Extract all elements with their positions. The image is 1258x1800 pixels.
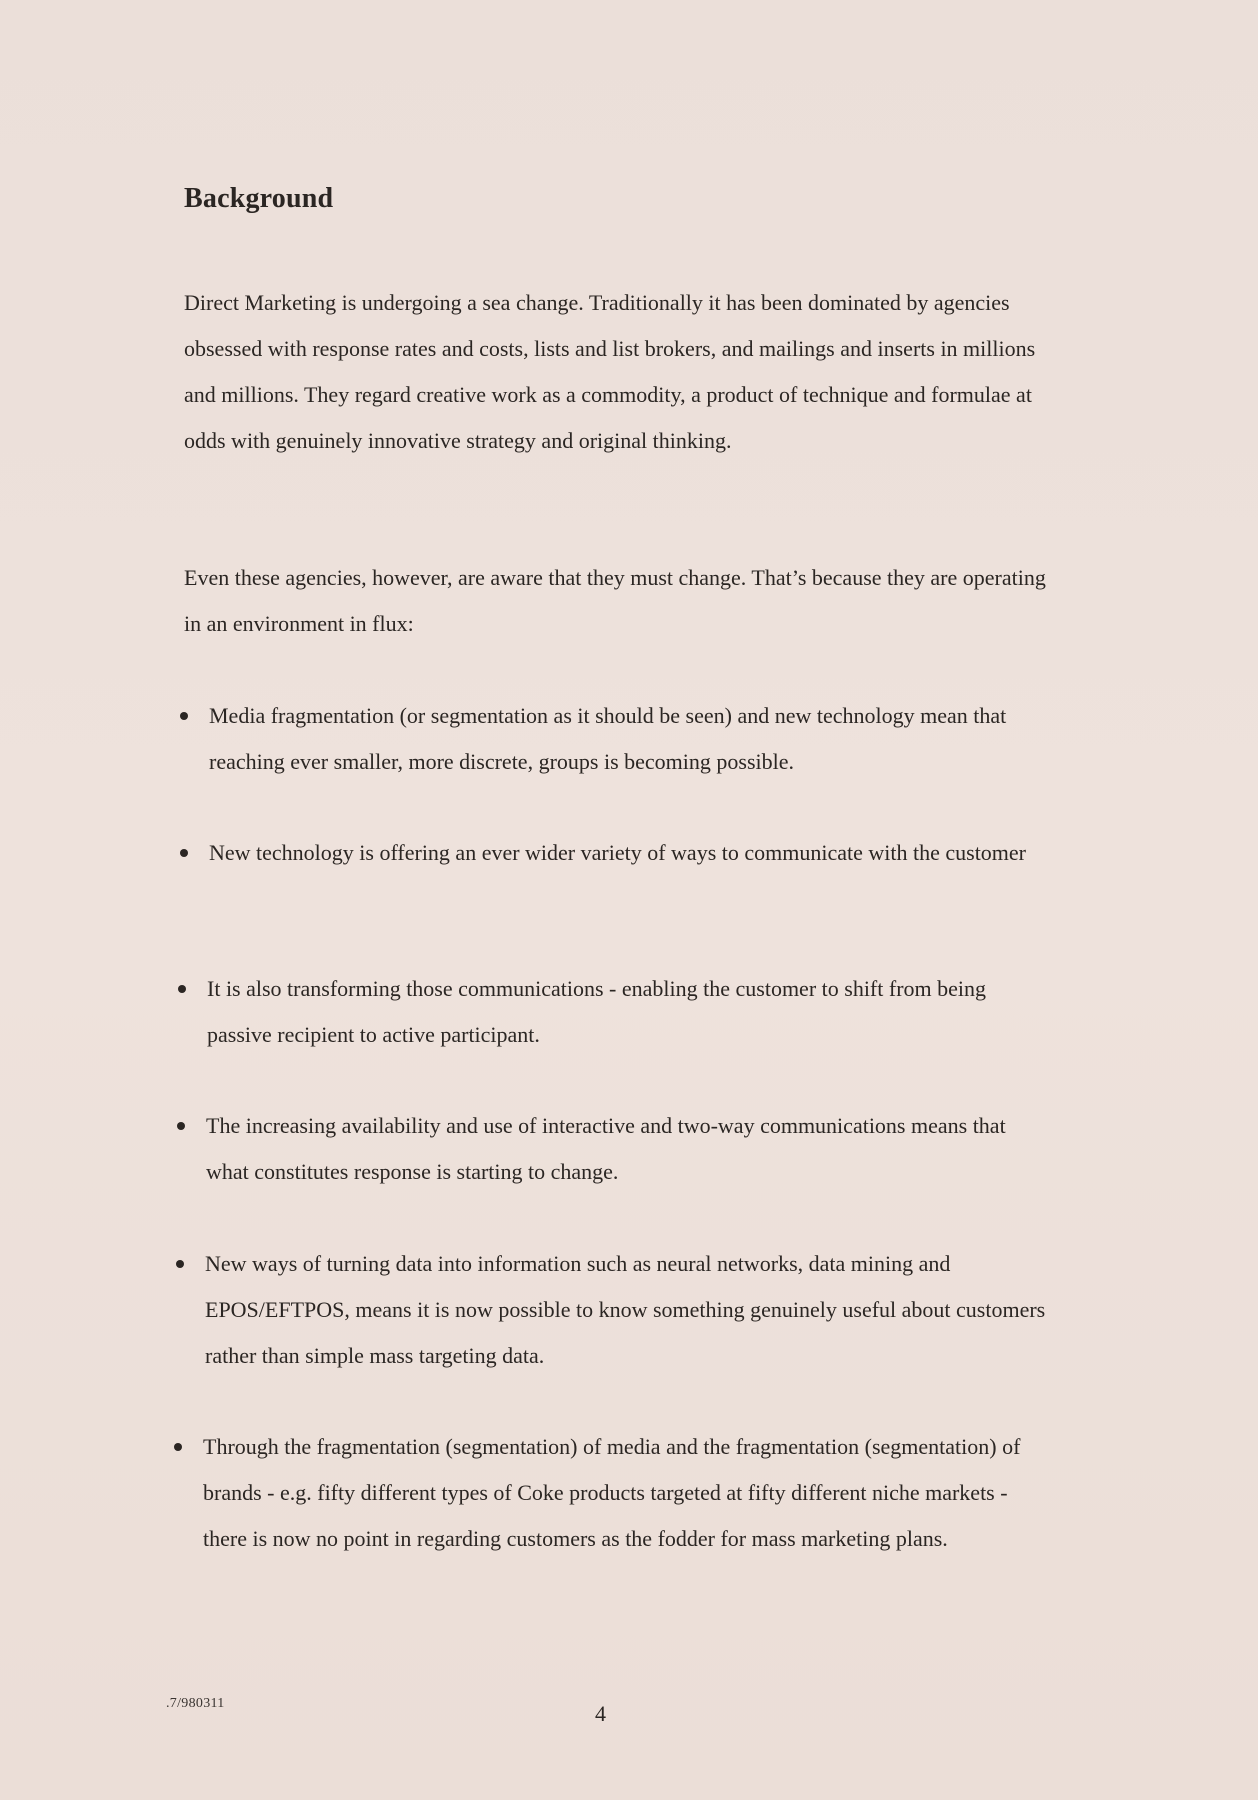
bullet-item [180,830,1050,876]
bullet-item [176,1241,1046,1379]
bullet-text: Through the fragmentation (segmentation) of media and the fragmentation (segmentation) of brands - e.g. fifty different types of Coke products targeted at fifty different niche markets - there is now no point in regarding customers as the fodder for mass marketing plans. [203,1434,1021,1551]
bullet-item [177,1103,1047,1195]
bullet-item [178,966,1048,1058]
section-heading: Background [184,183,334,214]
bullet-dot-icon [178,985,186,993]
bullet-text: It is also transforming those communications - enabling the customer to shift from being passive recipient to active participant. [207,976,987,1047]
page-number: 4 [595,1701,606,1726]
bullet-item [174,1424,1044,1562]
bullet-dot-icon [180,849,188,857]
bullet-dot-icon [177,1122,185,1130]
bullet-text: New technology is offering an ever wider variety of ways to communicate with the customer [209,840,1027,865]
bullet-text: New ways of turning data into information such as neural networks, data mining and EPOS/EFTPOS, means it is now possible to know something genuinely useful about customers rather than simple mass targeting data. [205,1251,1046,1368]
footer-reference: .7/980311 [166,1696,225,1711]
context-paragraph: Even these agencies, however, are aware that they must change. That’s because they are operating in an environment in flux: [184,565,1046,636]
bullet-item [180,693,1050,785]
bullet-text: Media fragmentation (or segmentation as it should be seen) and new technology mean that reaching ever smaller, more discrete, groups is becoming possible. [209,703,1007,774]
bullet-text: The increasing availability and use of interactive and two-way communications means that what constitutes response is starting to change. [206,1113,1006,1184]
bullet-dot-icon [180,712,188,720]
bullet-dot-icon [174,1443,182,1451]
intro-paragraph: Direct Marketing is undergoing a sea change. Traditionally it has been dominated by agencies obsessed with response rates and costs, lists and list brokers, and mailings and inserts in millions and millions. They regard creative work as a commodity, a product of technique and formulae at odds with genuinely innovative strategy and original thinking. [184,290,1036,453]
bullet-dot-icon [176,1260,184,1268]
